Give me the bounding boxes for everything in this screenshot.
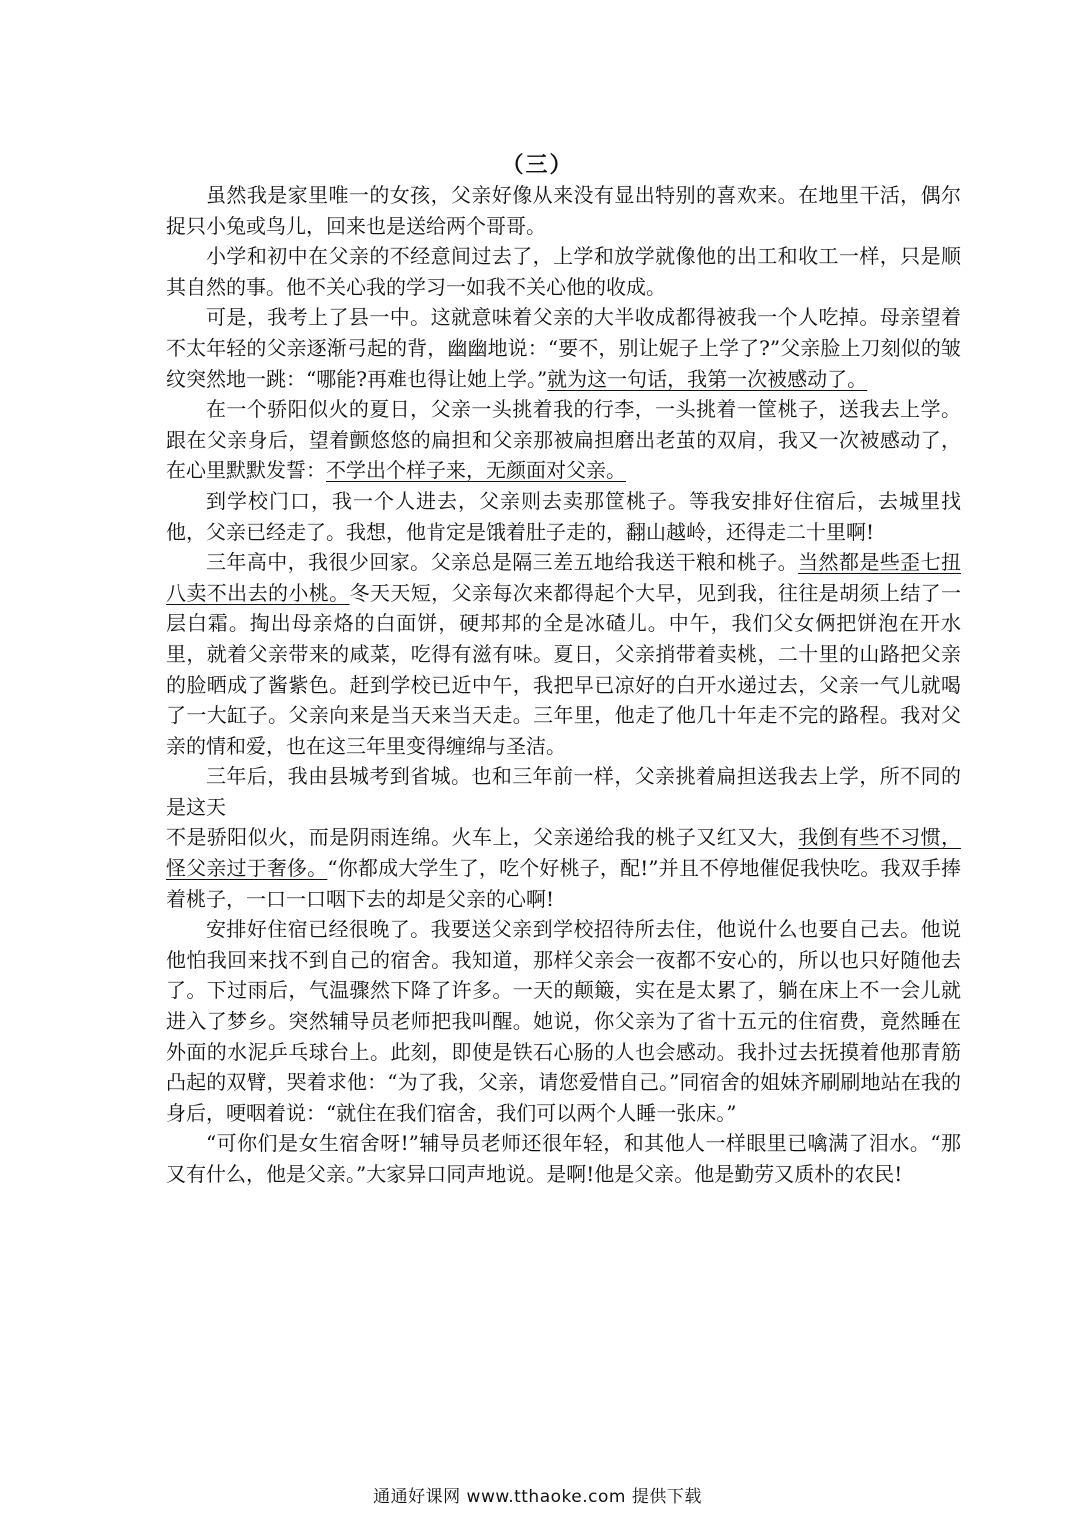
text-segment: 冬天天短，父亲每次来都得起个大早，见到我，往往是胡须上结了一层白霜。掏出母亲烙的白面饼，硬邦邦的全是冰碴儿。中午，我们父女俩把饼泡在开水里，就着父亲带来的咸菜，吃得有滋有味。夏日，父亲捎带着卖桃，二十里的山路把父亲的脸晒成了酱紫色。赶到学校已近中午，我把早已凉好的白开水递过去，父亲一气儿就喝了一大缸子。父亲向来是当天来当天走。三年里，他走了他几十年走不完的路程。我对父亲的情和爱，也在这三年里变得缠绵与圣洁。 (166, 580, 962, 758)
text-segment: 到学校门口，我一个人进去，父亲则去卖那筐桃子。等我安排好住宿后，去城里找他，父亲已经走了。我想，他肯定是饿着肚子走的，翻山越岭，还得走二十里啊! (166, 488, 961, 544)
text-segment: 可是，我考上了县一中。这就意味着父亲的大半收成都得被我一个人吃掉。母亲望着不太年轻的父亲逐渐弓起的背，幽幽地说：“要不，别让妮子上学了?”父亲脸上刀刻似的皱纹突然地一跳：“哪能?再难也得让她上学。” (166, 305, 961, 391)
paragraph (166, 547, 961, 761)
text-segment: 在一个骄阳似火的夏日，父亲一头挑着我的行李，一头挑着一筐桃子，送我去上学。跟在父亲身后，望着颤悠悠的扁担和父亲那被扁担磨出老茧的双肩，我又一次被感动了，在心里默默发誓： (166, 397, 961, 483)
paragraph (166, 761, 961, 822)
underlined-sentence: 不学出个样子来，无颜面对父亲。 (326, 458, 626, 483)
text-segment: “你都成大学生了，吃个好桃子，配!”并且不停地催促我快吃。我双手捧着桃子，一口一口咽下去的却是父亲的心啊! (166, 856, 961, 911)
paragraph (166, 394, 961, 486)
underlined-sentence: 我倒有些不习惯，怪父亲过于奢侈。 (166, 825, 962, 881)
paragraph (166, 302, 961, 394)
section-title: （三） (501, 152, 574, 178)
text-segment: 三年后，我由县城考到省城。也和三年前一样，父亲挑着扁担送我去上学，所不同的是这天 (166, 764, 961, 819)
text-segment: 安排好住宿已经很晚了。我要送父亲到学校招待所去住，他说什么也要自己去。他说他怕我回来找不到自己的宿舍。我知道，那样父亲会一夜都不安心的，所以也只好随他去了。下过雨后，气温骤然下降了许多。一天的颠簸，实在是太累了，躺在床上不一会儿就进入了梦乡。突然辅导员老师把我叫醒。她说，你父亲为了省十五元的住宿费，竟然睡在外面的水泥乒乓球台上。此刻，即使是铁石心肠的人也会感动。我扑过去抚摸着他那青筋凸起的双臂，哭着求他：“为了我，父亲，请您爱惜自己。”同宿舍的姐妹齐刷刷地站在我的身后，哽咽着说：“就住在我们宿舍，我们可以两个人睡一张床。” (166, 917, 961, 1125)
underlined-sentence: 当然都是些歪七扭八卖不出去的小桃。 (166, 550, 962, 605)
page-footer: 通通好课网 www.tthaoke.com 提供下载 (373, 1487, 702, 1507)
text-segment: 小学和初中在父亲的不经意间过去了，上学和放学就像他的出工和收工一样，只是顺其自然的事。他不关心我的学习一如我不关心他的收成。 (166, 244, 961, 299)
paragraph (166, 1128, 961, 1189)
paragraph (166, 822, 961, 914)
paragraph (166, 180, 961, 241)
text-segment: 三年高中，我很少回家。父亲总是隔三差五地给我送干粮和桃子。 (206, 550, 799, 575)
paragraph (166, 486, 961, 547)
underlined-sentence: 就为这一句话，我第一次被感动了。 (547, 366, 868, 391)
text-segment: 虽然我是家里唯一的女孩，父亲好像从来没有显出特别的喜欢来。在地里干活，偶尔捉只小兔或鸟儿，回来也是送给两个哥哥。 (166, 183, 961, 238)
paragraph (166, 241, 961, 302)
text-segment: “可你们是女生宿舍呀!”辅导员老师还很年轻，和其他人一样眼里已噙满了泪水。“那又有什么，他是父亲。”大家异口同声地说。是啊!他是父亲。他是勤劳又质朴的农民! (166, 1131, 961, 1186)
article-body (166, 180, 961, 1190)
paragraph (166, 914, 961, 1128)
text-segment: 不是骄阳似火，而是阴雨连绵。火车上，父亲递给我的桃子又红又大， (166, 825, 799, 850)
